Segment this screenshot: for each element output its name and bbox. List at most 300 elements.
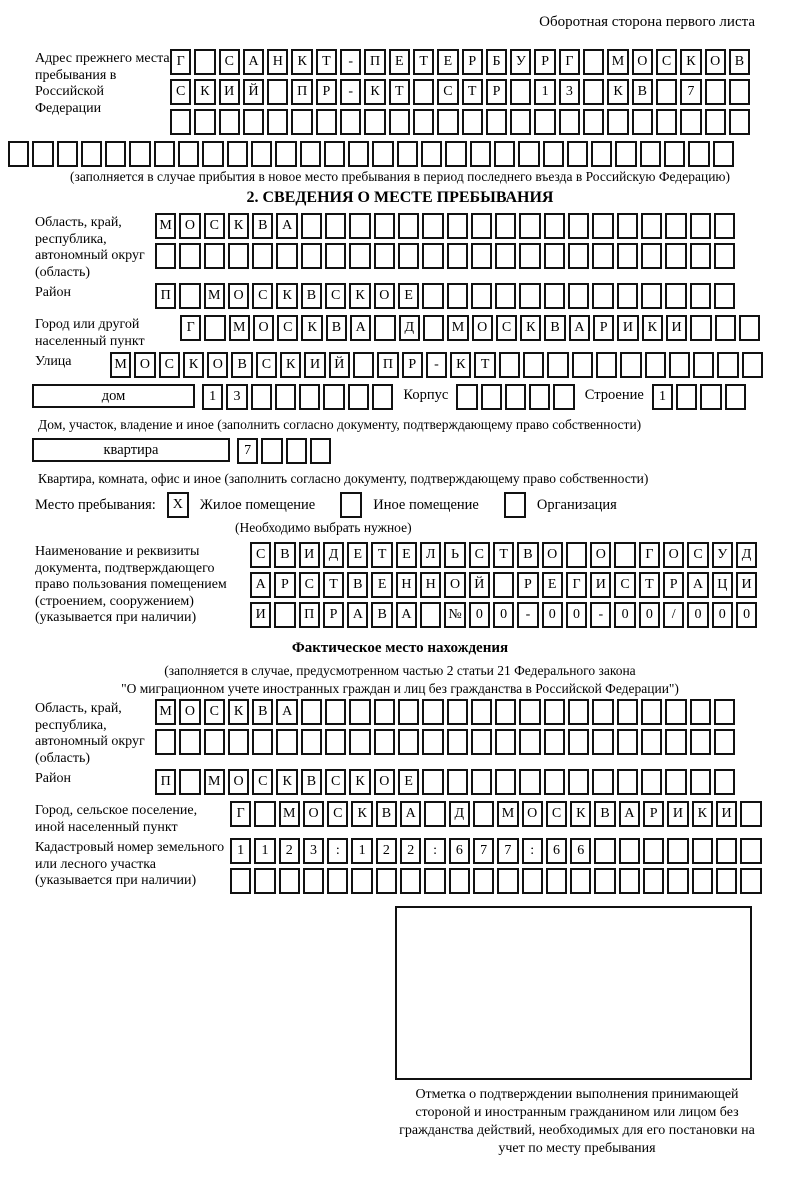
char-cell: К xyxy=(228,213,249,239)
char-cell xyxy=(325,729,346,755)
char-cell xyxy=(617,283,638,309)
apartment-box-label: квартира xyxy=(32,438,230,462)
char-cell: О xyxy=(472,315,493,341)
char-cell xyxy=(398,729,419,755)
char-cell xyxy=(351,868,372,894)
char-cell xyxy=(568,283,589,309)
street-row xyxy=(110,352,763,378)
char-cell: / xyxy=(663,602,684,628)
page-side-label: Оборотная сторона первого листа xyxy=(539,14,755,30)
actual-district-label: Район xyxy=(35,771,71,786)
stamp-section xyxy=(395,906,760,1158)
char-cell xyxy=(303,868,324,894)
district-block xyxy=(0,283,800,313)
char-cell xyxy=(543,141,564,167)
char-cell: О xyxy=(134,352,155,378)
char-cell xyxy=(252,243,273,269)
char-cell xyxy=(155,243,176,269)
char-cell: М xyxy=(155,699,176,725)
apartment-number-row xyxy=(237,438,331,464)
char-cell: В xyxy=(326,315,347,341)
char-cell: Р xyxy=(462,49,483,75)
char-cell xyxy=(364,109,385,135)
char-cell xyxy=(486,109,507,135)
char-cell xyxy=(105,141,126,167)
char-cell: П xyxy=(155,769,176,795)
char-cell: А xyxy=(347,602,368,628)
char-cell xyxy=(413,109,434,135)
char-cell xyxy=(632,109,653,135)
char-cell: И xyxy=(250,602,271,628)
char-cell xyxy=(445,141,466,167)
char-cell xyxy=(705,109,726,135)
char-cell xyxy=(715,315,736,341)
char-cell: Й xyxy=(243,79,264,105)
char-cell xyxy=(505,384,526,410)
char-cell: К xyxy=(364,79,385,105)
char-cell: И xyxy=(736,572,757,598)
char-cell: К xyxy=(228,699,249,725)
char-cell: Б xyxy=(486,49,507,75)
char-cell xyxy=(729,109,750,135)
char-cell: И xyxy=(666,315,687,341)
char-cell: М xyxy=(229,315,250,341)
char-cell: К xyxy=(520,315,541,341)
char-cell xyxy=(495,243,516,269)
apartment-block xyxy=(0,438,800,468)
char-cell: Н xyxy=(396,572,417,598)
char-cell xyxy=(534,109,555,135)
char-cell xyxy=(372,141,393,167)
char-cell: С xyxy=(219,49,240,75)
char-cell: В xyxy=(274,542,295,568)
actual-location-note-1: (заполняется в случае, предусмотренном частью 2 статьи 21 Федерального закона xyxy=(164,663,636,678)
char-cell: В xyxy=(594,801,615,827)
char-cell: 0 xyxy=(639,602,660,628)
char-cell: Е xyxy=(398,769,419,795)
char-cell xyxy=(291,109,312,135)
actual-location-title: Фактическое место нахождения xyxy=(291,640,509,656)
char-cell xyxy=(740,868,761,894)
char-cell xyxy=(716,868,737,894)
prev-address-label: Адрес прежнего места пребывания в Российской Федерации xyxy=(35,51,170,116)
char-cell xyxy=(353,352,374,378)
char-cell: В xyxy=(729,49,750,75)
char-cell xyxy=(594,868,615,894)
char-cell xyxy=(665,283,686,309)
char-cell: Ь xyxy=(444,542,465,568)
char-cell: 1 xyxy=(230,838,251,864)
stay-type-checkbox-residential: X xyxy=(167,492,189,518)
char-cell xyxy=(219,109,240,135)
char-cell: О xyxy=(179,699,200,725)
char-cell xyxy=(519,699,540,725)
char-cell: Й xyxy=(469,572,490,598)
char-cell xyxy=(591,141,612,167)
char-cell xyxy=(714,699,735,725)
char-cell xyxy=(129,141,150,167)
char-cell xyxy=(422,769,443,795)
prev-address-row-2 xyxy=(170,79,750,105)
char-cell: О xyxy=(179,213,200,239)
char-cell xyxy=(740,838,761,864)
korpus-label: Корпус xyxy=(403,387,449,403)
house-box-label: дом xyxy=(32,384,195,408)
char-cell xyxy=(422,243,443,269)
char-cell: А xyxy=(350,315,371,341)
char-cell: Г xyxy=(180,315,201,341)
char-cell xyxy=(437,109,458,135)
char-cell: А xyxy=(276,213,297,239)
char-cell xyxy=(669,352,690,378)
cadastral-row-1 xyxy=(230,838,762,864)
char-cell xyxy=(714,769,735,795)
char-cell xyxy=(544,729,565,755)
char-cell: Т xyxy=(316,49,337,75)
actual-district-block xyxy=(0,769,800,799)
char-cell xyxy=(424,868,445,894)
char-cell xyxy=(692,838,713,864)
char-cell xyxy=(641,213,662,239)
char-cell: Т xyxy=(323,572,344,598)
char-cell xyxy=(518,141,539,167)
char-cell: С xyxy=(204,699,225,725)
char-cell xyxy=(607,109,628,135)
actual-region-row-2 xyxy=(155,729,735,755)
char-cell: С xyxy=(327,801,348,827)
char-cell xyxy=(202,141,223,167)
cadastral-row-2 xyxy=(230,868,762,894)
stay-type-option-organization: Организация xyxy=(536,496,617,513)
char-cell xyxy=(276,729,297,755)
char-cell: 2 xyxy=(376,838,397,864)
house-number-row xyxy=(202,384,393,410)
char-cell xyxy=(568,243,589,269)
actual-city-label: Город, сельское поселение, иной населенный пункт xyxy=(35,803,198,835)
char-cell: 6 xyxy=(570,838,591,864)
char-cell xyxy=(227,141,248,167)
char-cell xyxy=(568,213,589,239)
char-cell xyxy=(301,729,322,755)
char-cell: К xyxy=(349,283,370,309)
region-row-2 xyxy=(155,243,735,269)
char-cell: С xyxy=(277,315,298,341)
char-cell xyxy=(676,384,697,410)
char-cell: К xyxy=(276,283,297,309)
char-cell: Т xyxy=(413,49,434,75)
char-cell: О xyxy=(632,49,653,75)
char-cell xyxy=(374,729,395,755)
char-cell xyxy=(640,141,661,167)
stamp-box xyxy=(395,906,752,1080)
char-cell xyxy=(204,315,225,341)
document-rows xyxy=(250,542,757,632)
char-cell: К xyxy=(276,769,297,795)
char-cell xyxy=(349,243,370,269)
char-cell xyxy=(592,699,613,725)
char-cell xyxy=(470,141,491,167)
char-cell xyxy=(276,243,297,269)
char-cell: С xyxy=(614,572,635,598)
char-cell: Е xyxy=(437,49,458,75)
char-cell: М xyxy=(279,801,300,827)
char-cell xyxy=(667,868,688,894)
char-cell: Т xyxy=(639,572,660,598)
char-cell xyxy=(583,49,604,75)
char-cell xyxy=(57,141,78,167)
char-cell: Р xyxy=(402,352,423,378)
char-cell: Г xyxy=(170,49,191,75)
char-cell: 7 xyxy=(473,838,494,864)
char-cell xyxy=(422,729,443,755)
char-cell xyxy=(729,79,750,105)
region-label: Область, край, республика, автономный округ (область) xyxy=(35,215,145,280)
region-block xyxy=(0,213,800,281)
char-cell xyxy=(374,315,395,341)
char-cell xyxy=(194,49,215,75)
char-cell xyxy=(422,699,443,725)
char-cell xyxy=(243,109,264,135)
char-cell: В xyxy=(252,213,273,239)
char-cell: 1 xyxy=(254,838,275,864)
char-cell: О xyxy=(207,352,228,378)
char-cell xyxy=(228,243,249,269)
char-cell xyxy=(267,79,288,105)
document-label: Наименование и реквизиты документа, подтверждающего право пользования помещением (строением, сооружением) (указывается при наличии) xyxy=(35,544,227,625)
char-cell xyxy=(641,769,662,795)
char-cell xyxy=(664,141,685,167)
char-cell xyxy=(204,243,225,269)
char-cell xyxy=(349,213,370,239)
char-cell xyxy=(424,801,445,827)
char-cell: С xyxy=(256,352,277,378)
char-cell xyxy=(705,79,726,105)
char-cell: И xyxy=(590,572,611,598)
char-cell: 0 xyxy=(469,602,490,628)
char-cell: Д xyxy=(323,542,344,568)
char-cell xyxy=(570,868,591,894)
char-cell: П xyxy=(291,79,312,105)
char-cell: К xyxy=(301,315,322,341)
char-cell xyxy=(254,868,275,894)
char-cell xyxy=(495,213,516,239)
char-cell: № xyxy=(444,602,465,628)
char-cell xyxy=(274,602,295,628)
char-cell xyxy=(154,141,175,167)
stay-type-label: Место пребывания: xyxy=(35,496,156,513)
char-cell xyxy=(553,384,574,410)
char-cell: П xyxy=(377,352,398,378)
char-cell: 6 xyxy=(449,838,470,864)
char-cell xyxy=(254,801,275,827)
char-cell xyxy=(398,243,419,269)
char-cell xyxy=(252,729,273,755)
char-cell xyxy=(179,729,200,755)
char-cell: К xyxy=(607,79,628,105)
char-cell xyxy=(713,141,734,167)
char-cell xyxy=(519,283,540,309)
char-cell xyxy=(267,109,288,135)
char-cell xyxy=(510,79,531,105)
char-cell: И xyxy=(716,801,737,827)
char-cell xyxy=(471,769,492,795)
char-cell: : xyxy=(424,838,445,864)
char-cell: Т xyxy=(493,542,514,568)
char-cell: В xyxy=(301,769,322,795)
char-cell: А xyxy=(243,49,264,75)
char-cell: - xyxy=(517,602,538,628)
char-cell: С xyxy=(437,79,458,105)
char-cell: К xyxy=(351,801,372,827)
char-cell: 7 xyxy=(497,838,518,864)
city-block xyxy=(0,315,800,350)
char-cell xyxy=(665,699,686,725)
char-cell: В xyxy=(301,283,322,309)
char-cell: С xyxy=(204,213,225,239)
char-cell xyxy=(740,801,761,827)
char-cell xyxy=(656,79,677,105)
prev-address-note: (заполняется в случае прибытия в новое место пребывания в период последнего въезда в Российскую Федерацию) xyxy=(69,169,731,184)
char-cell xyxy=(547,352,568,378)
char-cell xyxy=(251,141,272,167)
char-cell xyxy=(617,729,638,755)
char-cell xyxy=(614,542,635,568)
char-cell: М xyxy=(204,283,225,309)
char-cell xyxy=(228,729,249,755)
char-cell xyxy=(471,699,492,725)
char-cell: 1 xyxy=(534,79,555,105)
char-cell: В xyxy=(252,699,273,725)
char-cell xyxy=(421,141,442,167)
char-cell: Т xyxy=(474,352,495,378)
char-cell: О xyxy=(303,801,324,827)
stay-type-option-other: Иное помещение xyxy=(373,496,479,513)
char-cell: М xyxy=(607,49,628,75)
char-cell xyxy=(615,141,636,167)
char-cell xyxy=(546,868,567,894)
char-cell: О xyxy=(228,769,249,795)
char-cell xyxy=(700,384,721,410)
char-cell: С xyxy=(170,79,191,105)
prev-address-row-1 xyxy=(170,49,750,75)
char-cell xyxy=(688,141,709,167)
city-label: Город или другой населенный пункт xyxy=(35,317,145,349)
char-cell: Е xyxy=(347,542,368,568)
char-cell: 1 xyxy=(652,384,673,410)
document-row-3 xyxy=(250,602,757,628)
char-cell: К xyxy=(349,769,370,795)
char-cell xyxy=(596,352,617,378)
char-cell: П xyxy=(299,602,320,628)
actual-city-block xyxy=(0,801,800,836)
char-cell: В xyxy=(231,352,252,378)
char-cell xyxy=(714,243,735,269)
char-cell xyxy=(544,213,565,239)
char-cell: В xyxy=(517,542,538,568)
district-label: Район xyxy=(35,285,71,300)
stay-type-note: (Необходимо выбрать нужное) xyxy=(235,520,412,535)
char-cell xyxy=(592,243,613,269)
char-cell xyxy=(179,243,200,269)
char-cell xyxy=(494,141,515,167)
char-cell: 6 xyxy=(546,838,567,864)
char-cell: 3 xyxy=(226,384,247,410)
char-cell xyxy=(447,243,468,269)
char-cell: - xyxy=(340,49,361,75)
char-cell: - xyxy=(340,79,361,105)
char-cell: А xyxy=(569,315,590,341)
char-cell xyxy=(714,729,735,755)
char-cell xyxy=(665,729,686,755)
char-cell: И xyxy=(617,315,638,341)
char-cell xyxy=(690,729,711,755)
char-cell: - xyxy=(590,602,611,628)
char-cell xyxy=(592,729,613,755)
char-cell xyxy=(275,384,296,410)
char-cell: В xyxy=(347,572,368,598)
char-cell: А xyxy=(687,572,708,598)
char-cell xyxy=(400,868,421,894)
char-cell xyxy=(499,352,520,378)
char-cell xyxy=(641,283,662,309)
char-cell xyxy=(178,141,199,167)
street-label: Улица xyxy=(35,354,72,369)
char-cell: М xyxy=(110,352,131,378)
char-cell xyxy=(422,283,443,309)
char-cell: А xyxy=(250,572,271,598)
actual-region-rows xyxy=(155,699,735,759)
char-cell: Е xyxy=(542,572,563,598)
char-cell: М xyxy=(447,315,468,341)
char-cell xyxy=(519,769,540,795)
char-cell xyxy=(275,141,296,167)
char-cell: К xyxy=(450,352,471,378)
region-row-1 xyxy=(155,213,735,239)
char-cell xyxy=(544,769,565,795)
char-cell xyxy=(716,838,737,864)
char-cell: Н xyxy=(267,49,288,75)
char-cell xyxy=(739,315,760,341)
stay-type-option-residential: Жилое помещение xyxy=(199,496,316,513)
char-cell xyxy=(566,542,587,568)
char-cell: 7 xyxy=(237,438,258,464)
char-cell: 0 xyxy=(712,602,733,628)
char-cell: И xyxy=(219,79,240,105)
char-cell: Г xyxy=(639,542,660,568)
char-cell xyxy=(325,243,346,269)
char-cell xyxy=(81,141,102,167)
char-cell: Р xyxy=(593,315,614,341)
char-cell: М xyxy=(497,801,518,827)
char-cell xyxy=(389,109,410,135)
char-cell xyxy=(170,109,191,135)
char-cell: С xyxy=(656,49,677,75)
char-cell xyxy=(617,769,638,795)
char-cell: К xyxy=(692,801,713,827)
char-cell xyxy=(617,243,638,269)
char-cell xyxy=(656,109,677,135)
char-cell xyxy=(617,213,638,239)
actual-region-label: Область, край, республика, автономный округ (область) xyxy=(35,701,145,766)
char-cell xyxy=(592,769,613,795)
region-rows xyxy=(155,213,735,273)
char-cell: С xyxy=(252,283,273,309)
char-cell xyxy=(372,384,393,410)
char-cell xyxy=(340,109,361,135)
char-cell xyxy=(559,109,580,135)
char-cell: А xyxy=(400,801,421,827)
char-cell: У xyxy=(510,49,531,75)
